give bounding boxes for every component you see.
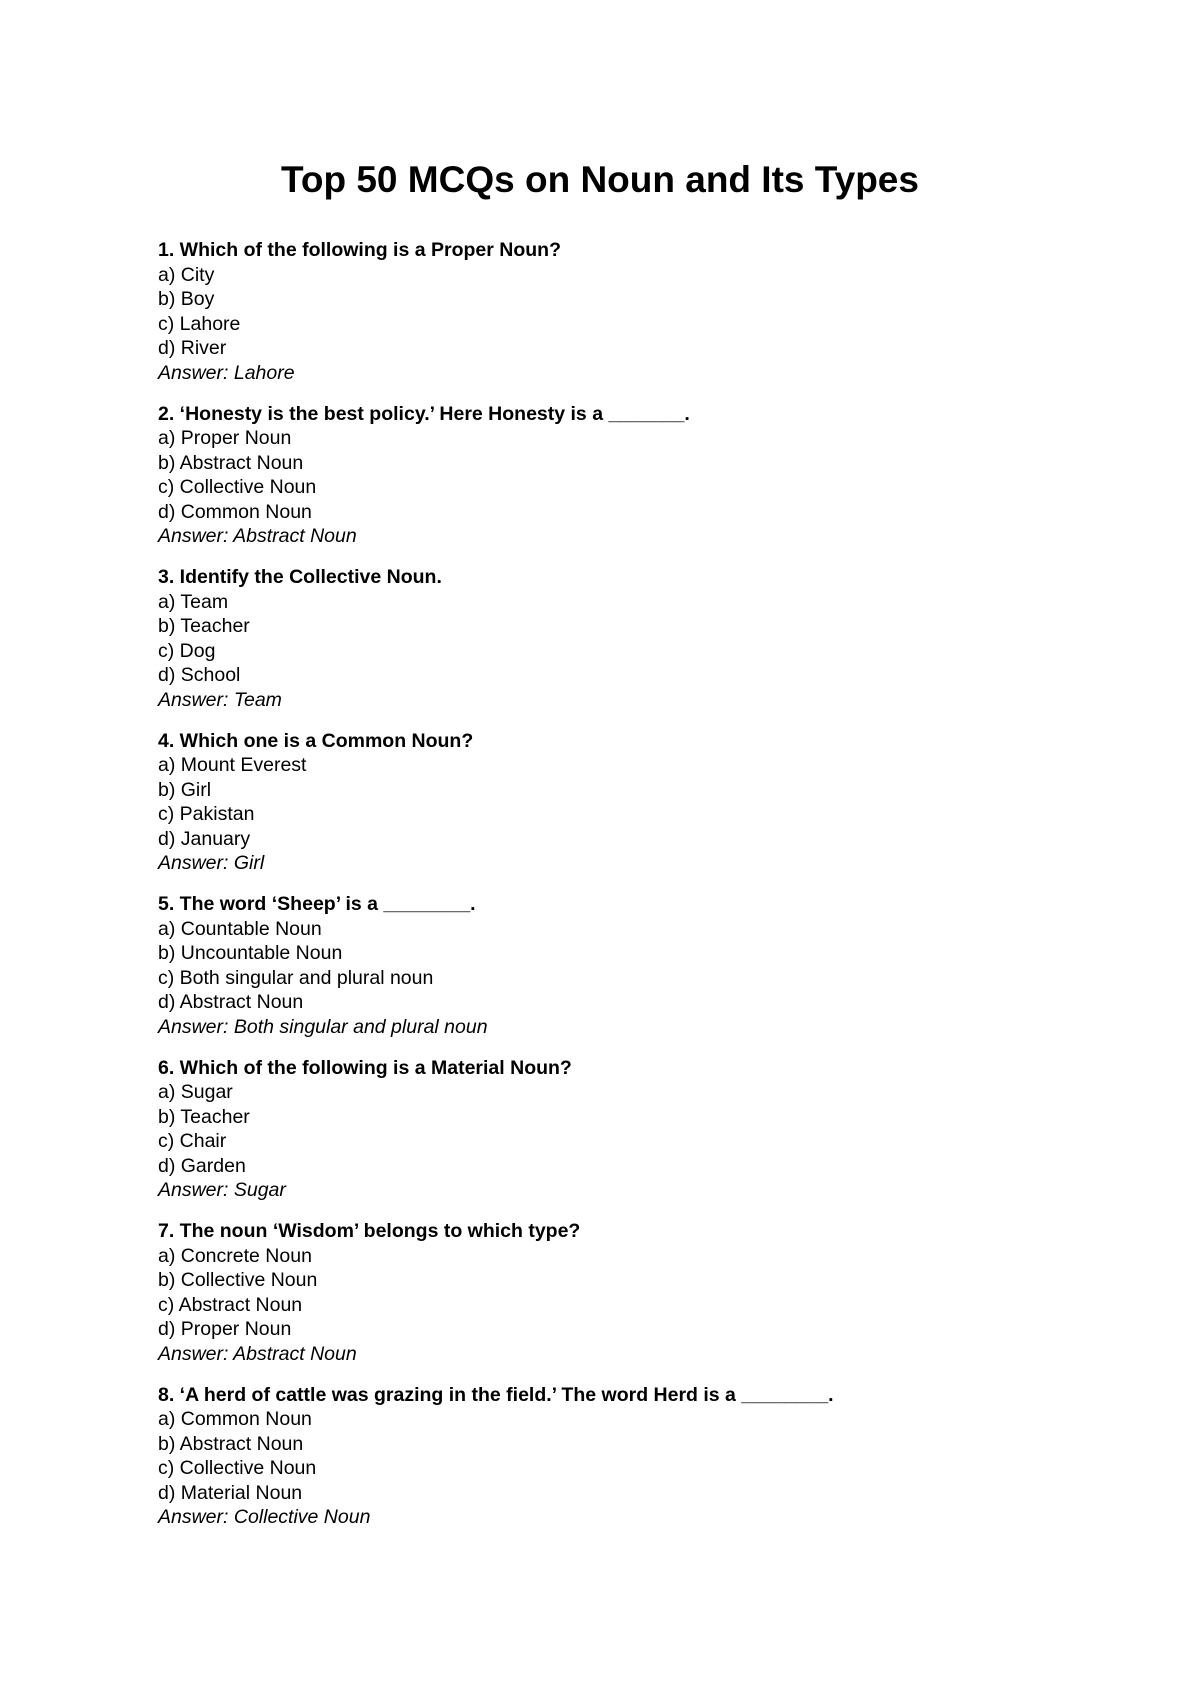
answer-text: Answer: Collective Noun	[158, 1506, 371, 1528]
option-c: c) Dog	[158, 639, 216, 662]
option-a: a) Sugar	[158, 1081, 233, 1103]
option-b: b) Abstract Noun	[158, 1432, 304, 1455]
option-d: d) River	[158, 337, 227, 359]
question-text: 2. ‘Honesty is the best policy.’ Here Honesty is a _______.	[158, 402, 690, 425]
option-c: c) Collective Noun	[158, 476, 317, 498]
option-b: b) Teacher	[158, 1105, 250, 1128]
question-text: 5. The word ‘Sheep’ is a ________.	[158, 893, 476, 915]
question-text: 6. Which of the following is a Material Noun?	[158, 1056, 572, 1079]
question-text: 1. Which of the following is a Proper Noun?	[158, 239, 561, 261]
question-list	[158, 238, 1118, 1546]
answer-text: Answer: Abstract Noun	[158, 525, 357, 547]
answer-text: Answer: Lahore	[158, 361, 295, 384]
question-2	[158, 402, 1118, 549]
question-8	[158, 1383, 1118, 1530]
question-text: 7. The noun ‘Wisdom’ belongs to which type?	[158, 1220, 581, 1242]
question-5	[158, 892, 1118, 1039]
option-a: a) Common Noun	[158, 1408, 312, 1430]
option-a: a) Mount Everest	[158, 754, 307, 776]
option-d: d) School	[158, 664, 241, 686]
option-b: b) Girl	[158, 778, 212, 801]
option-d: d) Common Noun	[158, 500, 312, 523]
option-c: c) Lahore	[158, 312, 241, 335]
question-6	[158, 1056, 1118, 1203]
option-c: c) Collective Noun	[158, 1457, 317, 1479]
page-title: Top 50 MCQs on Noun and Its Types	[281, 159, 919, 200]
option-d: d) Material Noun	[158, 1481, 303, 1504]
question-4	[158, 729, 1118, 876]
option-b: b) Teacher	[158, 615, 250, 637]
question-1	[158, 238, 1118, 385]
question-3	[158, 565, 1118, 712]
option-d: d) Abstract Noun	[158, 991, 304, 1013]
option-a: a) Countable Noun	[158, 917, 322, 940]
question-text: 8. ‘A herd of cattle was grazing in the field.’ The word Herd is a ________.	[158, 1383, 834, 1406]
option-c: c) Both singular and plural noun	[158, 966, 434, 989]
option-c: c) Chair	[158, 1130, 227, 1152]
question-7	[158, 1219, 1118, 1366]
answer-text: Answer: Girl	[158, 852, 265, 874]
answer-text: Answer: Both singular and plural noun	[158, 1015, 488, 1038]
option-c: c) Pakistan	[158, 803, 255, 825]
option-a: a) Concrete Noun	[158, 1244, 312, 1267]
question-text: 3. Identify the Collective Noun.	[158, 566, 442, 588]
option-c: c) Abstract Noun	[158, 1293, 303, 1316]
option-b: b) Abstract Noun	[158, 451, 304, 474]
answer-text: Answer: Abstract Noun	[158, 1342, 357, 1365]
option-a: a) City	[158, 263, 215, 286]
option-a: a) Team	[158, 590, 229, 613]
option-d: d) Garden	[158, 1154, 246, 1177]
answer-text: Answer: Team	[158, 688, 282, 711]
option-d: d) January	[158, 827, 251, 850]
option-d: d) Proper Noun	[158, 1318, 292, 1340]
option-b: b) Collective Noun	[158, 1269, 318, 1291]
answer-text: Answer: Sugar	[158, 1179, 286, 1201]
option-b: b) Boy	[158, 288, 215, 310]
question-text: 4. Which one is a Common Noun?	[158, 729, 474, 752]
option-b: b) Uncountable Noun	[158, 942, 343, 964]
option-a: a) Proper Noun	[158, 427, 292, 449]
